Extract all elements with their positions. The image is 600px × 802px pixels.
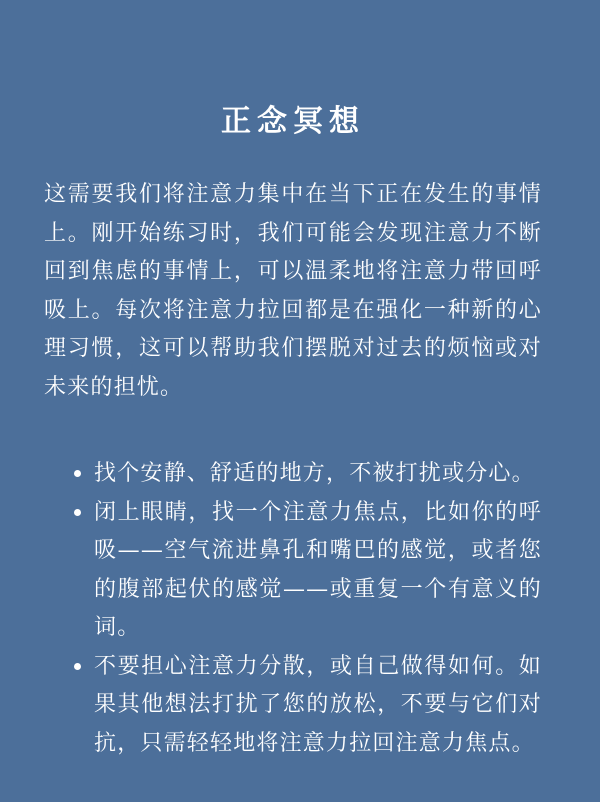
page-title: 正念冥想 <box>221 104 365 139</box>
bullet-dot-icon <box>74 509 81 516</box>
list-item-text: 不要担心注意力分散，或自己做得如何。如果其他想法打扰了您的放松，不要与它们对抗，只需轻轻地将注意力拉回注意力焦点。 <box>94 653 542 756</box>
list-item-text: 找个安静、舒适的地方，不被打扰或分心。 <box>94 461 535 486</box>
intro-paragraph: 这需要我们将注意力集中在当下正在发生的事情上。刚开始练习时，我们可能会发现注意力不断回到焦虑的事情上，可以温柔地将注意力带回呼吸上。每次将注意力拉回都是在强化一种新的心理习惯，这可以帮助我们摆脱对过去的烦恼或对未来的担忧。 <box>44 182 542 400</box>
bullet-dot-icon <box>74 663 81 670</box>
tips-list <box>44 455 542 763</box>
list-item <box>44 455 542 494</box>
list-item-text: 闭上眼睛，找一个注意力焦点，比如你的呼吸——空气流进鼻孔和嘴巴的感觉，或者您的腹部起伏的感觉——或重复一个有意义的词。 <box>94 499 542 640</box>
list-item <box>44 648 542 764</box>
list-item <box>44 494 542 648</box>
bullet-dot-icon <box>74 470 81 477</box>
